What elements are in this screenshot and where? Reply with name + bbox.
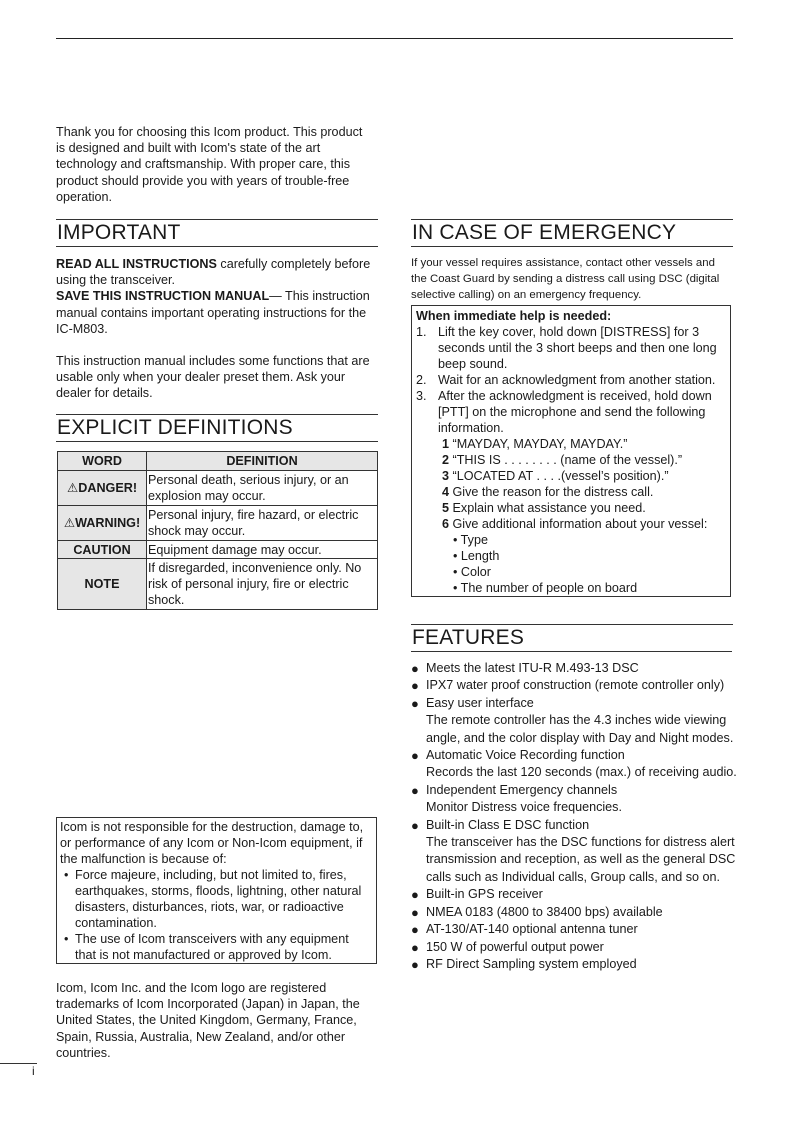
disclaimer-item — [60, 867, 373, 931]
features-heading-underline — [411, 651, 732, 652]
important-section — [56, 256, 376, 402]
step-text: Wait for an acknowledgment from another station. — [438, 373, 716, 387]
feature-item — [411, 660, 741, 677]
distress-message-item — [416, 516, 726, 532]
intro-paragraph: Thank you for choosing this Icom product. This product is designed and built with Icom's state of the art technology and craftsmanship. With proper care, this product should provide you with years of trouble-free operation. — [56, 125, 363, 204]
feature-item — [411, 939, 741, 956]
bullet-icon: • — [64, 932, 69, 946]
feature-body — [426, 782, 622, 817]
feature-title: Built-in GPS receiver — [426, 887, 543, 902]
feature-item — [411, 956, 741, 973]
bullet-icon: ● — [411, 956, 419, 972]
definition-row-note — [58, 559, 378, 610]
substep-number: 2 — [442, 453, 450, 467]
substep-text: “MAYDAY, MAYDAY, MAYDAY.” — [449, 437, 628, 451]
feature-title: Built-in Class E DSC function — [426, 817, 590, 832]
substep-number: 4 — [442, 485, 450, 499]
disclaimer-box — [56, 817, 377, 964]
bullet-icon: ● — [411, 887, 419, 903]
emergency-step — [416, 388, 726, 436]
feature-body — [426, 817, 741, 887]
substep-number: 6 — [442, 517, 450, 531]
feature-title: AT-130/AT-140 optional antenna tuner — [426, 922, 638, 937]
feature-title: Independent Emergency channels — [426, 782, 618, 797]
step-text: Lift the key cover, hold down [DISTRESS] for 3 seconds until the 3 short beeps and then one long beep sound. — [438, 325, 717, 371]
danger-word: ⚠DANGER! — [58, 471, 147, 506]
feature-title: IPX7 water proof construction (remote controller only) — [426, 678, 725, 693]
distress-message-item — [416, 484, 726, 500]
step-number: 2. — [416, 373, 427, 387]
caution-definition: Equipment damage may occur. — [147, 541, 378, 559]
substep-text: Give the reason for the distress call. — [449, 485, 654, 499]
warning-definition: Personal injury, fire hazard, or electric shock may occur. — [147, 506, 378, 541]
note-definition: If disregarded, inconvenience only. No risk of personal injury, fire or electric shock. — [147, 559, 378, 610]
feature-body — [426, 939, 604, 956]
feature-description: Monitor Distress voice frequencies. — [426, 800, 622, 815]
feature-description: Records the last 120 seconds (max.) of receiving audio. — [426, 765, 737, 780]
definitions-table — [57, 451, 378, 610]
emergency-heading: IN CASE OF EMERGENCY — [411, 219, 733, 247]
disclaimer-intro: Icom is not responsible for the destruction, damage to, or performance of any Icom or Non-Icom equipment, if the malfunction is because of: — [60, 820, 364, 866]
feature-item — [411, 904, 741, 921]
feature-body — [426, 921, 638, 938]
distress-message-item — [416, 436, 726, 452]
distress-message-item — [416, 468, 726, 484]
bullet-icon: ● — [411, 904, 419, 920]
dealer-preset-note: This instruction manual includes some functions that are usable only when your dealer preset them. Ask your dealer for details. — [56, 354, 370, 401]
emergency-step — [416, 324, 726, 372]
vessel-info-item: • Length — [453, 549, 500, 563]
note-word: NOTE — [58, 559, 147, 610]
bullet-icon: ● — [411, 661, 419, 676]
vessel-info-item: • Type — [453, 533, 488, 547]
caution-word: CAUTION — [58, 541, 147, 559]
feature-body — [426, 956, 637, 973]
features-heading: FEATURES — [411, 624, 733, 651]
feature-title: NMEA 0183 (4800 to 38400 bps) available — [426, 904, 663, 919]
disclaimer-item — [60, 931, 373, 963]
feature-description: The transceiver has the DSC functions for distress alert transmission and reception, as well as the general DSC calls such as Individual calls, Group calls, and so on. — [426, 835, 736, 884]
emergency-procedure-box — [411, 305, 731, 597]
read-instructions-bold: READ ALL INSTRUCTIONS — [56, 257, 217, 271]
top-rule — [56, 38, 733, 39]
bullet-icon: ● — [411, 678, 419, 694]
feature-body — [426, 886, 543, 903]
feature-item — [411, 921, 741, 938]
feature-item — [411, 782, 741, 817]
feature-title: Automatic Voice Recording function — [426, 748, 625, 763]
save-manual-bold: SAVE THIS INSTRUCTION MANUAL — [56, 289, 270, 304]
feature-item — [411, 886, 741, 903]
feature-description: The remote controller has the 4.3 inches wide viewing angle, and the color display with Day and Night modes. — [426, 713, 734, 745]
read-instructions-rest: carefully completely before using the transceiver. — [56, 257, 371, 288]
emergency-step — [416, 372, 726, 388]
bullet-icon: • — [64, 868, 69, 882]
substep-text: Give additional information about your vessel: — [449, 517, 708, 531]
feature-body — [426, 904, 663, 921]
disclaimer-item-text: Force majeure, including, but not limited to, fires, earthquakes, storms, floods, lightning, other natural disasters, disturbances, riots, war, or radioactive contamination. — [75, 868, 362, 930]
feature-item — [411, 747, 741, 782]
definition-row-caution — [58, 541, 378, 559]
trademark-notice: Icom, Icom Inc. and the Icom logo are registered trademarks of Icom Incorporated (Japan) in Japan, the United States, the United Kingdom, Germany, France, Spain, Russia, Australia, New Zealand, and/or other countries. — [56, 981, 360, 1060]
definition-row-warning — [58, 506, 378, 541]
substep-text: “LOCATED AT . . . .(vessel’s position).” — [449, 469, 669, 483]
substep-number: 3 — [442, 469, 450, 483]
step-number: 1. — [416, 325, 427, 339]
definitions-header-row — [58, 452, 378, 471]
feature-title: Easy user interface — [426, 695, 534, 710]
feature-item — [411, 695, 741, 747]
substep-number: 5 — [442, 501, 450, 515]
feature-body — [426, 747, 737, 782]
feature-body — [426, 677, 724, 694]
emergency-box-title: When immediate help is needed: — [416, 309, 612, 323]
definition-column-header: DEFINITION — [147, 452, 378, 471]
features-list — [411, 660, 741, 973]
emergency-intro: If your vessel requires assistance, contact other vessels and the Coast Guard by sending a distress call using DSC (digital selective calling) on an emergency frequency. — [411, 257, 720, 301]
bullet-icon: ● — [411, 922, 419, 938]
danger-definition: Personal death, serious injury, or an explosion may occur. — [147, 471, 378, 506]
substep-number: 1 — [442, 437, 450, 451]
save-manual-note — [56, 288, 376, 337]
feature-body — [426, 695, 741, 747]
word-column-header: WORD — [58, 452, 147, 471]
bullet-icon: ● — [411, 748, 419, 764]
read-instructions-note — [56, 256, 376, 288]
feature-title: 150 W of powerful output power — [426, 939, 604, 954]
bullet-icon: ● — [411, 782, 419, 798]
step-text: After the acknowledgment is received, hold down [PTT] on the microphone and send the following information. — [438, 389, 712, 435]
vessel-info-item: • Color — [453, 565, 492, 579]
bullet-icon: ● — [411, 695, 419, 711]
important-heading: IMPORTANT — [56, 219, 378, 247]
feature-item — [411, 677, 741, 694]
feature-item — [411, 817, 741, 887]
bullet-icon: ● — [411, 817, 419, 833]
feature-body — [426, 660, 639, 677]
substep-text: “THIS IS . . . . . . . . (name of the vessel).” — [449, 453, 683, 467]
step-number: 3. — [416, 389, 427, 403]
feature-title: RF Direct Sampling system employed — [426, 956, 637, 971]
save-manual-rest: — This instruction manual contains important operating instructions for the IC-M803. — [56, 289, 370, 336]
distress-message-item — [416, 500, 726, 516]
page-number: i — [32, 1064, 35, 1078]
disclaimer-item-text: The use of Icom transceivers with any equipment that is not manufactured or approved by Icom. — [75, 932, 349, 962]
distress-message-item — [416, 452, 726, 468]
bullet-icon: ● — [411, 939, 419, 955]
definitions-heading: EXPLICIT DEFINITIONS — [56, 414, 378, 442]
definition-row-danger — [58, 471, 378, 506]
vessel-info-item: • The number of people on board — [453, 581, 638, 595]
substep-text: Explain what assistance you need. — [449, 501, 646, 515]
warning-word: ⚠WARNING! — [58, 506, 147, 541]
feature-title: Meets the latest ITU-R M.493-13 DSC — [426, 661, 639, 675]
